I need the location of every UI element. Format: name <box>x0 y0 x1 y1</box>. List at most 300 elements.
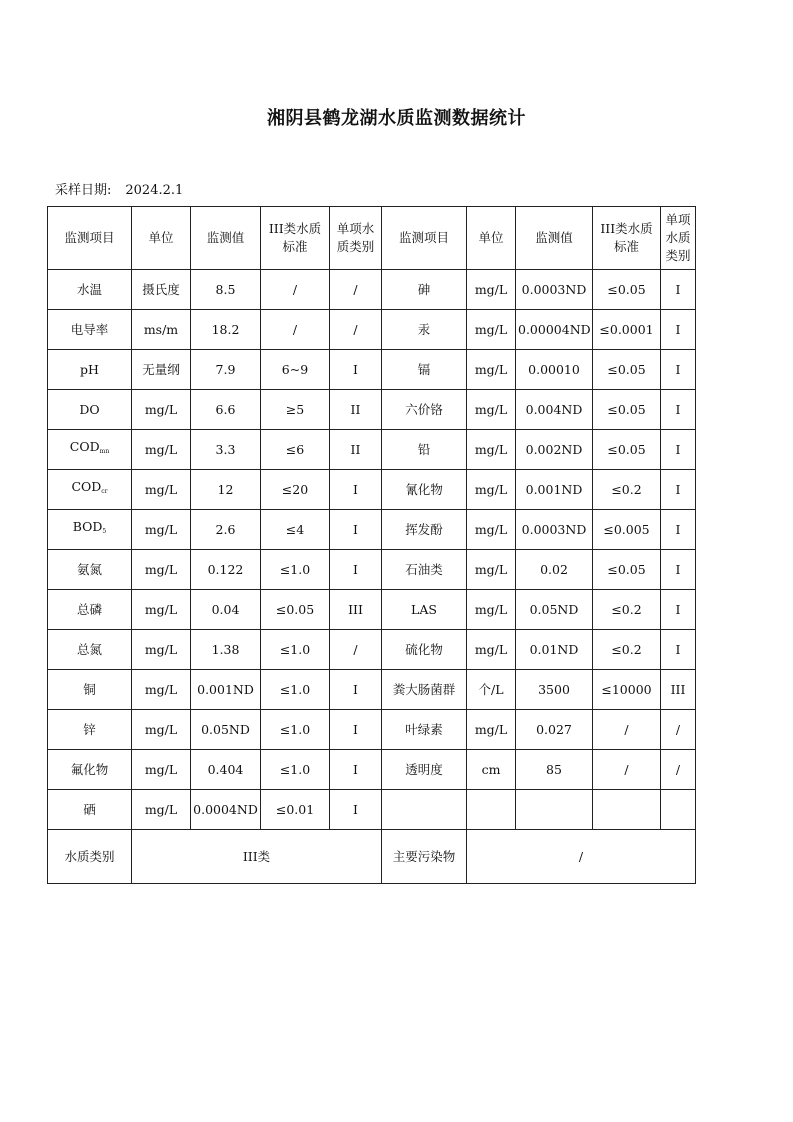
standard-text: ≤0.05 <box>607 561 646 577</box>
value-text: 0.001ND <box>525 481 583 497</box>
standard-text: ≤0.2 <box>611 481 642 497</box>
left-item-cell <box>48 630 132 670</box>
table-row <box>48 430 696 470</box>
right-class-cell <box>661 590 696 630</box>
value-text: 0.02 <box>540 561 568 577</box>
item-text: 镉 <box>417 361 431 377</box>
unit-text: 摄氏度 <box>142 281 180 297</box>
right-class-cell <box>661 470 696 510</box>
left-value-cell <box>191 630 261 670</box>
left-unit-cell <box>132 510 191 550</box>
value-text: 0.404 <box>207 761 244 777</box>
left-item-cell <box>48 470 132 510</box>
class-text: III <box>348 601 363 617</box>
class-text: I <box>353 361 358 377</box>
right-class-cell <box>661 430 696 470</box>
left-item-cell <box>48 350 132 390</box>
unit-text: mg/L <box>144 721 178 737</box>
header-cell: 单位 <box>132 207 191 270</box>
right-item-cell <box>382 790 467 830</box>
right-value-cell <box>516 630 593 670</box>
class-text: I <box>675 561 681 577</box>
left-unit-cell <box>132 590 191 630</box>
left-value-cell <box>191 670 261 710</box>
item-text: 透明度 <box>405 761 443 777</box>
main-pollutant-label: 主要污染物 <box>382 830 467 884</box>
standard-text: ≤0.2 <box>611 601 642 617</box>
left-unit-cell <box>132 630 191 670</box>
item-text: 氰化物 <box>405 481 443 497</box>
value-text: 0.00004ND <box>518 321 591 337</box>
table-row <box>48 630 696 670</box>
class-text: / <box>675 721 681 737</box>
left-class-cell <box>330 510 382 550</box>
right-class-cell <box>661 270 696 310</box>
right-unit-cell <box>467 710 516 750</box>
right-item-cell <box>382 270 467 310</box>
left-standard-cell <box>261 350 330 390</box>
value-text: 12 <box>217 481 234 497</box>
right-unit-cell <box>467 470 516 510</box>
standard-text: ≥5 <box>285 401 305 417</box>
table-row <box>48 550 696 590</box>
item-text: 硒 <box>83 801 96 817</box>
left-unit-cell <box>132 470 191 510</box>
right-standard-cell <box>593 590 661 630</box>
item-text: 总氮 <box>76 641 102 657</box>
value-text: 2.6 <box>215 521 236 537</box>
item-text: DO <box>79 401 100 417</box>
left-unit-cell <box>132 310 191 350</box>
item-text: 粪大肠菌群 <box>392 681 456 697</box>
unit-text: mg/L <box>474 361 508 377</box>
right-unit-cell <box>467 550 516 590</box>
class-text: II <box>350 401 361 417</box>
right-unit-cell <box>467 310 516 350</box>
class-text: / <box>353 281 358 297</box>
left-unit-cell <box>132 430 191 470</box>
class-text: I <box>353 561 358 577</box>
value-text: 8.5 <box>215 281 236 297</box>
left-standard-cell <box>261 470 330 510</box>
right-standard-cell <box>593 390 661 430</box>
class-text: I <box>353 801 358 817</box>
value-text: 0.00010 <box>528 361 580 377</box>
left-value-cell <box>191 590 261 630</box>
value-text: 0.002ND <box>525 441 583 457</box>
standard-text: ≤0.01 <box>275 801 315 817</box>
left-standard-cell <box>261 630 330 670</box>
right-item-cell <box>382 510 467 550</box>
standard-text: ≤0.05 <box>607 361 646 377</box>
value-text: 1.38 <box>211 641 240 657</box>
page-title: 湘阴县鹤龙湖水质监测数据统计 <box>267 108 526 129</box>
left-standard-cell <box>261 310 330 350</box>
left-standard-cell <box>261 270 330 310</box>
right-value-cell <box>516 510 593 550</box>
right-unit-cell <box>467 750 516 790</box>
item-text: 锌 <box>83 721 96 737</box>
left-class-cell <box>330 350 382 390</box>
left-unit-cell <box>132 350 191 390</box>
left-value-cell <box>191 750 261 790</box>
class-text: / <box>675 761 681 777</box>
header-cell: III类水质标准 <box>593 207 661 270</box>
left-class-cell <box>330 750 382 790</box>
class-text: I <box>675 321 681 337</box>
header-cell: 监测值 <box>516 207 593 270</box>
header-cell: 单项水质类别 <box>661 207 696 270</box>
left-standard-cell <box>261 430 330 470</box>
value-text: 85 <box>546 761 562 777</box>
right-item-cell <box>382 670 467 710</box>
standard-text: ≤1.0 <box>279 681 311 697</box>
item-text: 铅 <box>417 441 431 457</box>
right-class-cell <box>661 390 696 430</box>
unit-text: cm <box>481 761 501 777</box>
table-row <box>48 670 696 710</box>
value-text: 0.001ND <box>197 681 254 697</box>
item-text: 电导率 <box>70 321 109 337</box>
value-text: 0.0004ND <box>193 801 258 817</box>
left-value-cell <box>191 510 261 550</box>
right-item-cell <box>382 590 467 630</box>
class-text: I <box>675 281 681 297</box>
right-standard-cell <box>593 430 661 470</box>
standard-text: / <box>292 281 298 297</box>
left-value-cell <box>191 390 261 430</box>
unit-text: mg/L <box>474 321 508 337</box>
right-value-cell <box>516 270 593 310</box>
left-value-cell <box>191 470 261 510</box>
standard-text: 6~9 <box>281 361 309 377</box>
right-unit-cell <box>467 390 516 430</box>
left-standard-cell <box>261 510 330 550</box>
right-standard-cell <box>593 270 661 310</box>
left-item-cell <box>48 590 132 630</box>
right-standard-cell <box>593 670 661 710</box>
class-text: / <box>353 641 358 657</box>
sample-date-value: 2024.2.1 <box>125 183 184 198</box>
item-text: 总磷 <box>76 601 102 617</box>
class-text: II <box>350 441 361 457</box>
value-text: 18.2 <box>211 321 240 337</box>
right-unit-cell <box>467 270 516 310</box>
left-value-cell <box>191 270 261 310</box>
standard-text: ≤20 <box>281 481 309 497</box>
summary-row <box>48 830 696 884</box>
right-item-cell <box>382 470 467 510</box>
unit-text: mg/L <box>144 601 178 617</box>
table-row <box>48 790 696 830</box>
right-unit-cell <box>467 790 516 830</box>
unit-text: mg/L <box>474 481 508 497</box>
left-item-cell <box>48 390 132 430</box>
header-cell: III类水质标准 <box>261 207 330 270</box>
left-class-cell <box>330 590 382 630</box>
water-class-label: 水质类别 <box>48 830 132 884</box>
sample-date <box>55 179 183 198</box>
standard-text: / <box>292 321 298 337</box>
table-body <box>48 207 696 884</box>
sample-date-label: 采样日期: <box>55 183 112 198</box>
left-value-cell <box>191 790 261 830</box>
unit-text: mg/L <box>144 481 178 497</box>
item-text: LAS <box>411 601 437 617</box>
table-row <box>48 310 696 350</box>
left-unit-cell <box>132 390 191 430</box>
right-value-cell <box>516 430 593 470</box>
left-class-cell <box>330 270 382 310</box>
table-row <box>48 270 696 310</box>
left-unit-cell <box>132 790 191 830</box>
item-text: 硫化物 <box>405 641 443 657</box>
standard-text: ≤0.0001 <box>599 321 654 337</box>
left-standard-cell <box>261 750 330 790</box>
unit-text: mg/L <box>144 641 178 657</box>
standard-text: ≤0.2 <box>611 641 642 657</box>
value-text: 0.122 <box>207 561 244 577</box>
value-text: 3500 <box>538 681 570 697</box>
unit-text: mg/L <box>144 401 178 417</box>
left-standard-cell <box>261 390 330 430</box>
value-text: 0.01ND <box>529 641 579 657</box>
header-row <box>48 207 696 270</box>
class-text: I <box>353 481 358 497</box>
unit-text: mg/L <box>474 601 508 617</box>
left-unit-cell <box>132 670 191 710</box>
left-class-cell <box>330 630 382 670</box>
standard-text: ≤1.0 <box>279 721 311 737</box>
right-standard-cell <box>593 310 661 350</box>
standard-text: ≤0.05 <box>607 441 646 457</box>
right-unit-cell <box>467 630 516 670</box>
right-value-cell <box>516 750 593 790</box>
right-value-cell <box>516 390 593 430</box>
right-class-cell <box>661 630 696 670</box>
right-item-cell <box>382 430 467 470</box>
right-item-cell <box>382 390 467 430</box>
right-standard-cell <box>593 350 661 390</box>
left-standard-cell <box>261 710 330 750</box>
left-class-cell <box>330 710 382 750</box>
right-item-cell <box>382 550 467 590</box>
standard-text: ≤10000 <box>601 681 652 697</box>
left-item-cell <box>48 430 132 470</box>
left-standard-cell <box>261 590 330 630</box>
item-subscript: 5 <box>102 528 107 535</box>
item-text: 氟化物 <box>70 761 109 777</box>
table-row <box>48 510 696 550</box>
value-text: 6.6 <box>215 401 236 417</box>
right-standard-cell <box>593 710 661 750</box>
right-class-cell <box>661 670 696 710</box>
left-class-cell <box>330 670 382 710</box>
unit-text: mg/L <box>474 561 508 577</box>
left-standard-cell <box>261 790 330 830</box>
class-text: I <box>675 521 681 537</box>
left-value-cell <box>191 430 261 470</box>
main-pollutant-value: / <box>467 830 696 884</box>
item-text: COD <box>69 439 100 454</box>
header-cell: 单项水质类别 <box>330 207 382 270</box>
unit-text: mg/L <box>144 441 178 457</box>
right-class-cell <box>661 510 696 550</box>
item-text: 六价铬 <box>405 401 443 417</box>
right-item-cell <box>382 310 467 350</box>
unit-text: mg/L <box>474 401 508 417</box>
class-text: I <box>675 601 681 617</box>
unit-text: mg/L <box>474 441 508 457</box>
header-cell: 监测值 <box>191 207 261 270</box>
left-item-cell <box>48 310 132 350</box>
value-text: 0.027 <box>536 721 572 737</box>
standard-text: ≤0.05 <box>607 281 646 297</box>
left-item-cell <box>48 270 132 310</box>
unit-text: mg/L <box>144 521 178 537</box>
right-value-cell <box>516 710 593 750</box>
right-class-cell <box>661 710 696 750</box>
right-value-cell <box>516 470 593 510</box>
table-row <box>48 350 696 390</box>
table-row <box>48 470 696 510</box>
right-value-cell <box>516 790 593 830</box>
item-text: 石油类 <box>405 561 443 577</box>
item-text: 砷 <box>417 281 431 297</box>
right-class-cell <box>661 790 696 830</box>
right-value-cell <box>516 350 593 390</box>
unit-text: mg/L <box>474 721 508 737</box>
header-cell: 单位 <box>467 207 516 270</box>
right-class-cell <box>661 350 696 390</box>
item-subscript: mn <box>99 448 110 455</box>
left-class-cell <box>330 790 382 830</box>
header-cell: 监测项目 <box>48 207 132 270</box>
unit-text: mg/L <box>474 521 508 537</box>
left-item-cell <box>48 710 132 750</box>
class-text: I <box>675 481 681 497</box>
unit-text: mg/L <box>144 561 178 577</box>
class-text: III <box>670 681 686 697</box>
unit-text: mg/L <box>144 801 178 817</box>
left-unit-cell <box>132 550 191 590</box>
item-text: 水温 <box>76 281 102 297</box>
right-unit-cell <box>467 430 516 470</box>
left-value-cell <box>191 310 261 350</box>
item-text: 汞 <box>417 321 431 337</box>
right-standard-cell <box>593 510 661 550</box>
value-text: 0.0003ND <box>521 281 587 297</box>
left-item-cell <box>48 670 132 710</box>
left-value-cell <box>191 350 261 390</box>
table-row <box>48 390 696 430</box>
left-class-cell <box>330 310 382 350</box>
standard-text: / <box>624 721 629 737</box>
value-text: 0.04 <box>211 601 240 617</box>
water-class-value: III类 <box>132 830 382 884</box>
table-row <box>48 750 696 790</box>
class-text: / <box>353 321 358 337</box>
item-text: 氨氮 <box>76 561 102 577</box>
class-text: I <box>675 361 681 377</box>
right-class-cell <box>661 750 696 790</box>
right-value-cell <box>516 670 593 710</box>
right-unit-cell <box>467 590 516 630</box>
standard-text: ≤0.005 <box>603 521 650 537</box>
left-class-cell <box>330 430 382 470</box>
item-text: 叶绿素 <box>405 721 443 737</box>
value-text: 0.0003ND <box>521 521 587 537</box>
left-standard-cell <box>261 670 330 710</box>
unit-text: mg/L <box>474 281 508 297</box>
item-subscript: cr <box>101 488 108 495</box>
standard-text: ≤1.0 <box>279 761 311 777</box>
right-standard-cell <box>593 630 661 670</box>
left-class-cell <box>330 390 382 430</box>
left-item-cell <box>48 750 132 790</box>
left-unit-cell <box>132 710 191 750</box>
class-text: I <box>353 761 358 777</box>
right-unit-cell <box>467 350 516 390</box>
left-value-cell <box>191 550 261 590</box>
right-unit-cell <box>467 670 516 710</box>
class-text: I <box>675 641 681 657</box>
standard-text: ≤1.0 <box>279 641 311 657</box>
standard-text: / <box>624 761 629 777</box>
class-text: I <box>353 681 358 697</box>
standard-text: ≤1.0 <box>279 561 311 577</box>
value-text: 7.9 <box>215 361 236 377</box>
standard-text: ≤4 <box>285 521 305 537</box>
value-text: 3.3 <box>215 441 236 457</box>
right-item-cell <box>382 350 467 390</box>
right-class-cell <box>661 550 696 590</box>
left-item-cell <box>48 510 132 550</box>
table-row <box>48 590 696 630</box>
unit-text: mg/L <box>144 761 178 777</box>
header-cell: 监测项目 <box>382 207 467 270</box>
right-unit-cell <box>467 510 516 550</box>
left-item-cell <box>48 550 132 590</box>
unit-text: mg/L <box>474 641 508 657</box>
value-text: 0.05ND <box>201 721 250 737</box>
item-text: BOD <box>72 519 103 534</box>
table-row <box>48 710 696 750</box>
value-text: 0.004ND <box>525 401 583 417</box>
water-quality-table <box>47 206 696 884</box>
right-standard-cell <box>593 750 661 790</box>
item-text: COD <box>71 479 102 494</box>
item-text: pH <box>80 361 99 377</box>
left-item-cell <box>48 790 132 830</box>
standard-text: ≤6 <box>285 441 305 457</box>
standard-text: ≤0.05 <box>275 601 315 617</box>
left-class-cell <box>330 470 382 510</box>
unit-text: ms/m <box>143 321 179 337</box>
left-standard-cell <box>261 550 330 590</box>
value-text: 0.05ND <box>529 601 579 617</box>
unit-text: 无量纲 <box>142 361 180 377</box>
right-standard-cell <box>593 550 661 590</box>
right-value-cell <box>516 590 593 630</box>
unit-text: mg/L <box>144 681 178 697</box>
right-item-cell <box>382 750 467 790</box>
left-class-cell <box>330 550 382 590</box>
right-standard-cell <box>593 470 661 510</box>
class-text: I <box>353 721 358 737</box>
item-text: 挥发酚 <box>405 521 443 537</box>
left-unit-cell <box>132 270 191 310</box>
